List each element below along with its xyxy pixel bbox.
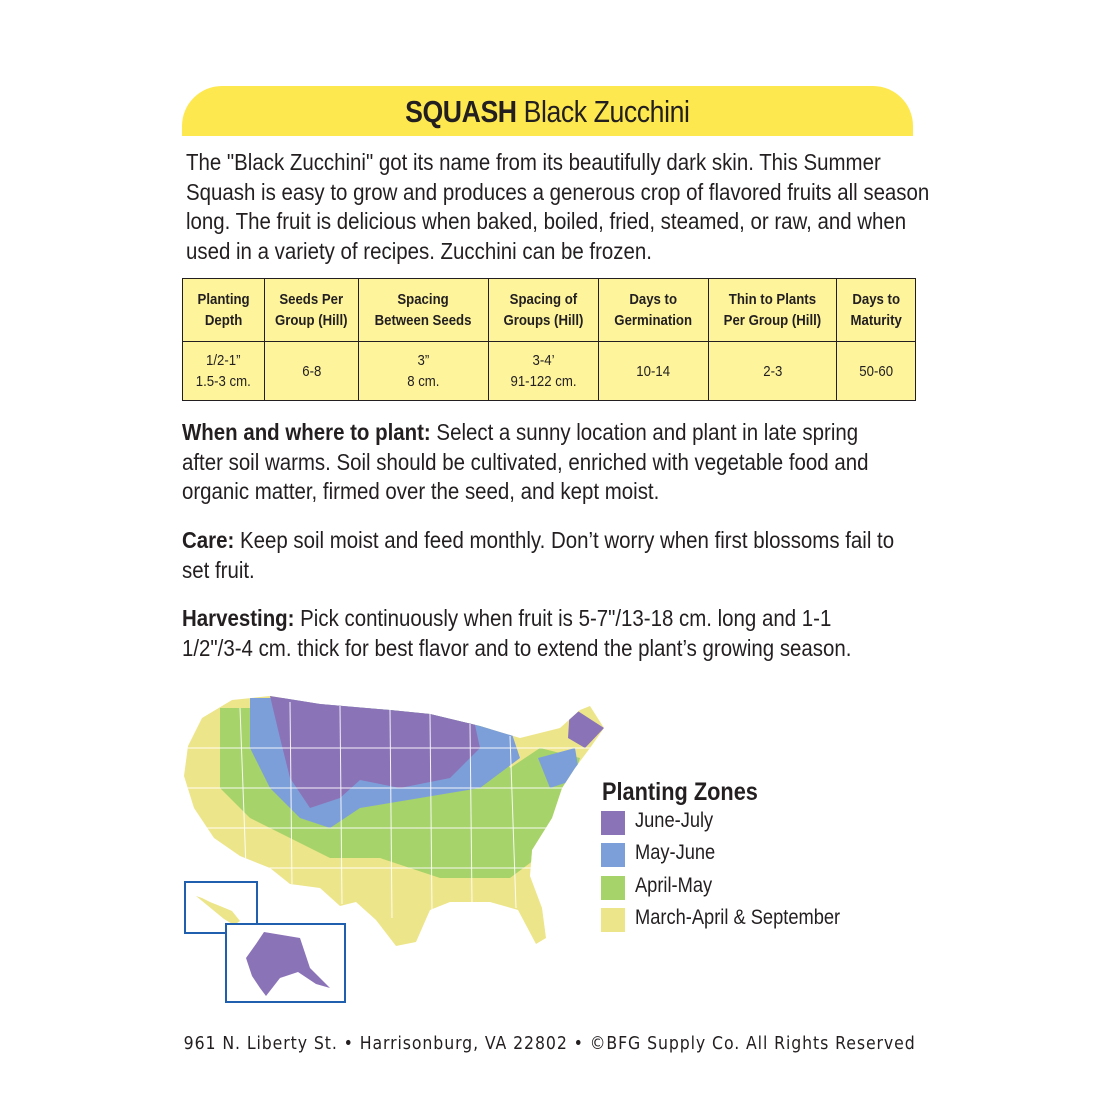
legend-title: Planting Zones [602,778,758,806]
header-days-to-maturity: Days to Maturity [837,279,916,342]
packet-title [405,94,689,130]
value-spacing-of-groups: 3-4’ 91-122 cm. [489,342,599,401]
header-spacing-of-groups: Spacing of Groups (Hill) [489,279,599,342]
description-line: long. The fruit is delicious when baked, boiled, fried, steamed, or raw, and when [186,208,907,234]
care-section [182,526,1062,585]
header-seeds-per-group: Seeds Per Group (Hill) [265,279,359,342]
footer-address: 961 N. Liberty St. • Harrisonburg, VA 22802 • ©BFG Supply Co. All Rights Reserved [184,1034,916,1054]
header-planting-depth: Planting Depth [183,279,265,342]
title-banner [182,86,913,136]
when-where-line: organic matter, firmed over the seed, and kept moist. [182,478,660,504]
value-days-to-maturity: 50-60 [837,342,916,401]
value-spacing-between-seeds: 3” 8 cm. [359,342,489,401]
header-spacing-between-seeds: Spacing Between Seeds [359,279,489,342]
value-planting-depth: 1/2-1” 1.5-3 cm. [183,342,265,401]
legend-swatch [601,876,625,900]
description-line: Squash is easy to grow and produces a generous crop of flavored fruits all season [186,178,930,205]
when-where-heading: When and where to plant: [182,419,431,445]
description-line: The "Black Zucchini" got its name from its beautifully dark skin. This Summer [186,149,881,175]
header-days-to-germination: Days to Germination [599,279,709,342]
harvesting-line: Pick continuously when fruit is 5-7"/13-18 cm. long and 1-1 [294,605,832,631]
table-row [183,342,916,401]
value-seeds-per-group: 6-8 [265,342,359,401]
description [186,148,1026,266]
harvesting-heading: Harvesting: [182,605,295,631]
planting-specs-table [182,278,916,401]
legend-swatch [601,811,625,835]
care-line: set fruit. [182,556,255,583]
table-header-row [183,279,916,342]
legend-swatch [601,908,625,932]
care-heading: Care: [182,527,235,553]
description-line: used in a variety of recipes. Zucchini can be frozen. [186,237,652,264]
when-where-line: after soil warms. Soil should be cultivated, enriched with vegetable food and [182,448,869,475]
header-thin-to-plants: Thin to Plants Per Group (Hill) [709,279,837,342]
description-text [186,148,929,266]
when-where-section [182,418,1062,507]
value-days-to-germination: 10-14 [599,342,709,401]
title-variety: Black Zucchini [516,94,690,129]
legend-swatch [601,843,625,867]
when-where-line: Select a sunny location and plant in late spring [430,419,859,445]
value-thin-to-plants: 2-3 [709,342,837,401]
harvesting-line: 1/2"/3-4 cm. thick for best flavor and to extend the plant’s growing season. [182,634,852,661]
care-line: Keep soil moist and feed monthly. Don’t worry when first blossoms fail to [234,527,895,553]
title-crop: SQUASH [405,94,517,129]
planting-zone-map [180,688,610,1003]
harvesting-section [182,604,1062,663]
